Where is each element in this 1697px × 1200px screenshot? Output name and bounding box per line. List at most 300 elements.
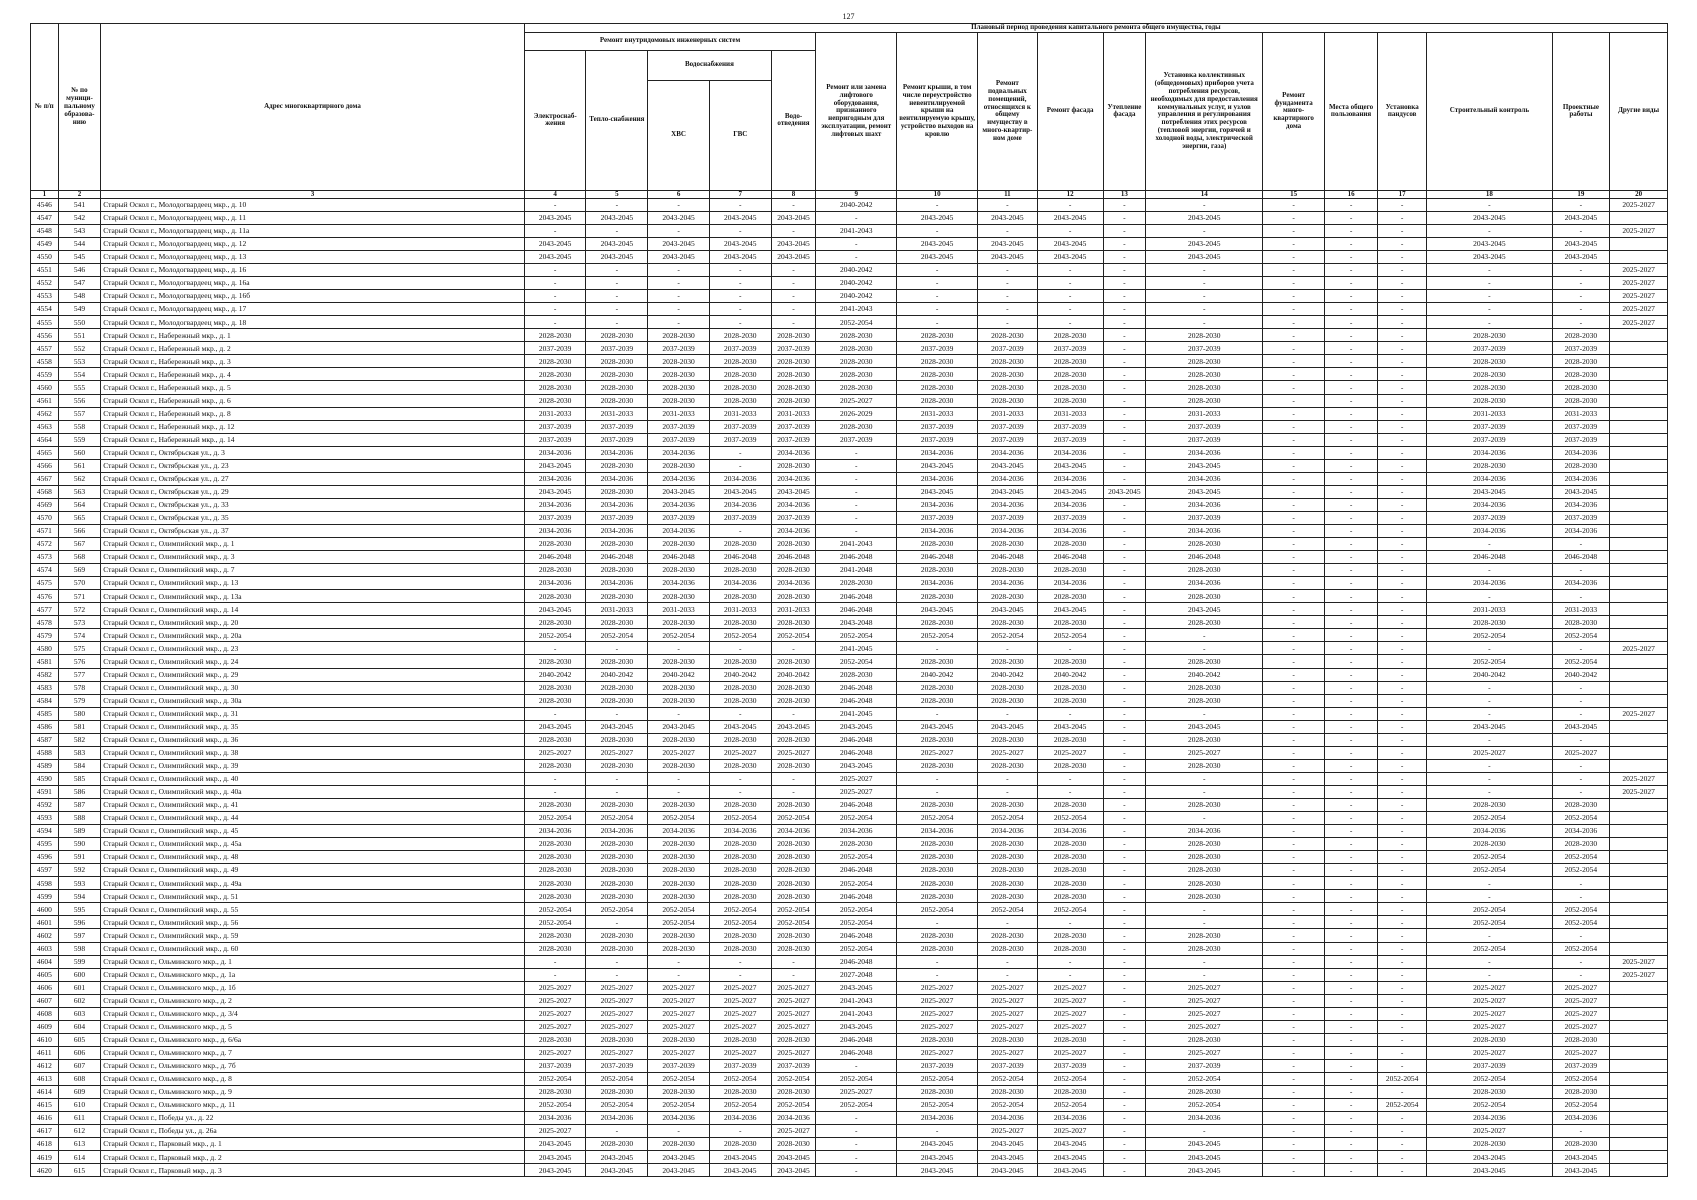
table-cell: - <box>709 772 771 785</box>
address-cell: Старый Оскол г., Олимпийский мкр., д. 44 <box>101 812 525 825</box>
table-cell: 2043-2045 <box>1552 1164 1609 1177</box>
table-cell: 2028-2030 <box>1037 1033 1103 1046</box>
table-cell: 2046-2048 <box>816 733 897 746</box>
table-cell: - <box>1103 277 1146 290</box>
table-cell: 2028-2030 <box>709 1086 771 1099</box>
table-row <box>31 355 1668 368</box>
table-cell: - <box>1037 264 1103 277</box>
table-cell: - <box>1378 681 1427 694</box>
table-cell: 2028-2030 <box>709 1138 771 1151</box>
table-cell: 2031-2033 <box>586 407 648 420</box>
table-cell: 2028-2030 <box>771 864 816 877</box>
header-row-number: № п/п <box>31 24 59 191</box>
table-cell: - <box>1378 838 1427 851</box>
table-cell: 2034-2036 <box>771 498 816 511</box>
table-cell: 2034-2036 <box>1146 825 1263 838</box>
table-cell: 2028-2030 <box>586 485 648 498</box>
table-cell: 2043-2045 <box>771 720 816 733</box>
table-row <box>31 251 1668 264</box>
table-cell: - <box>1103 1007 1146 1020</box>
table-cell: - <box>1552 316 1609 329</box>
table-cell: 4553 <box>31 290 59 303</box>
table-cell: - <box>1552 707 1609 720</box>
table-cell: 4565 <box>31 446 59 459</box>
table-cell: 2025-2027 <box>648 1007 710 1020</box>
table-cell: 2043-2045 <box>1146 603 1263 616</box>
table-cell: - <box>1378 772 1427 785</box>
table-cell: - <box>1146 955 1263 968</box>
table-cell: - <box>1103 772 1146 785</box>
table-cell: - <box>1263 616 1325 629</box>
table-cell: - <box>1427 590 1553 603</box>
table-row <box>31 720 1668 733</box>
table-cell: 2043-2045 <box>897 1138 978 1151</box>
table-cell: 2034-2036 <box>897 577 978 590</box>
table-cell: - <box>1263 1020 1325 1033</box>
table-row <box>31 420 1668 433</box>
table-cell: - <box>1324 616 1377 629</box>
table-row <box>31 224 1668 237</box>
table-cell: 2052-2054 <box>648 916 710 929</box>
table-cell: 2028-2030 <box>1146 564 1263 577</box>
table-cell: 2028-2030 <box>1146 733 1263 746</box>
table-cell: 2052-2054 <box>1552 655 1609 668</box>
table-cell: - <box>1103 720 1146 733</box>
table-cell: 2043-2045 <box>897 251 978 264</box>
table-cell: 2052-2054 <box>1552 916 1609 929</box>
table-cell: 2052-2054 <box>524 1072 586 1085</box>
table-cell: 2043-2045 <box>1552 251 1609 264</box>
table-row <box>31 1164 1668 1177</box>
table-cell: 2037-2039 <box>1037 433 1103 446</box>
address-cell: Старый Оскол г., Октябрьская ул., д. 37 <box>101 525 525 538</box>
table-cell <box>1610 564 1668 577</box>
table-cell: 2052-2054 <box>771 629 816 642</box>
table-cell: 4617 <box>31 1125 59 1138</box>
header-other: Другие виды <box>1610 32 1668 190</box>
table-cell <box>1610 916 1668 929</box>
table-cell: 2046-2048 <box>978 551 1038 564</box>
header-period-title: Плановый период проведения капитального ремонта общего имущества, годы <box>524 24 1667 33</box>
table-cell: 2052-2054 <box>771 1099 816 1112</box>
table-cell: 2034-2036 <box>1427 577 1553 590</box>
table-cell: 2034-2036 <box>1146 446 1263 459</box>
address-cell: Старый Оскол г., Олимпийский мкр., д. 24 <box>101 655 525 668</box>
address-cell: Старый Оскол г., Олимпийский мкр., д. 41 <box>101 798 525 811</box>
table-cell: 2028-2030 <box>1146 681 1263 694</box>
table-cell: - <box>586 642 648 655</box>
table-cell: 2028-2030 <box>897 381 978 394</box>
table-cell: - <box>978 198 1038 211</box>
table-cell: 2028-2030 <box>709 929 771 942</box>
table-cell: 2046-2048 <box>816 955 897 968</box>
table-cell: 4567 <box>31 472 59 485</box>
table-cell: 2027-2048 <box>816 968 897 981</box>
table-cell: - <box>1427 733 1553 746</box>
address-cell: Старый Оскол г., Ольминского мкр., д. 1 <box>101 955 525 968</box>
table-cell: 2043-2045 <box>1146 459 1263 472</box>
table-cell: 2028-2030 <box>1037 355 1103 368</box>
table-cell: 2046-2048 <box>1427 551 1553 564</box>
table-cell: 2043-2045 <box>1427 251 1553 264</box>
table-cell: 2025-2027 <box>1146 746 1263 759</box>
table-cell: - <box>1146 772 1263 785</box>
table-cell: - <box>1378 1138 1427 1151</box>
table-cell: 2043-2045 <box>1146 1151 1263 1164</box>
address-cell: Старый Оскол г., Олимпийский мкр., д. 45 <box>101 825 525 838</box>
table-cell: 2041-2043 <box>816 224 897 237</box>
table-cell <box>1610 942 1668 955</box>
table-cell: - <box>1324 772 1377 785</box>
table-cell: 2037-2039 <box>709 342 771 355</box>
table-cell: 2034-2036 <box>1037 825 1103 838</box>
table-cell: 2043-2045 <box>1146 251 1263 264</box>
table-cell: 2028-2030 <box>897 733 978 746</box>
table-cell: 569 <box>58 564 101 577</box>
table-cell: - <box>771 290 816 303</box>
table-cell: - <box>1427 538 1553 551</box>
table-cell: 2043-2045 <box>978 720 1038 733</box>
address-cell: Старый Оскол г., Олимпийский мкр., д. 20 <box>101 616 525 629</box>
table-cell: - <box>771 772 816 785</box>
table-cell: - <box>1263 538 1325 551</box>
table-cell: - <box>1037 772 1103 785</box>
table-cell: - <box>1552 890 1609 903</box>
address-cell: Старый Оскол г., Олимпийский мкр., д. 40 <box>101 772 525 785</box>
table-cell: - <box>1378 707 1427 720</box>
table-cell: 2037-2039 <box>771 511 816 524</box>
table-cell: 2028-2030 <box>1427 329 1553 342</box>
table-cell: 2025-2027 <box>1427 1046 1553 1059</box>
table-cell: 2025-2027 <box>586 994 648 1007</box>
table-cell: - <box>1263 277 1325 290</box>
table-cell: - <box>1324 264 1377 277</box>
table-cell: - <box>1146 224 1263 237</box>
table-row <box>31 1046 1668 1059</box>
table-cell: 2052-2054 <box>816 1072 897 1085</box>
table-cell: - <box>1324 1046 1377 1059</box>
table-cell: 2028-2030 <box>1552 1138 1609 1151</box>
table-row <box>31 812 1668 825</box>
table-cell: - <box>586 277 648 290</box>
table-cell: - <box>586 224 648 237</box>
table-cell: 2028-2030 <box>1146 759 1263 772</box>
table-cell: 554 <box>58 368 101 381</box>
table-cell: - <box>1324 1033 1377 1046</box>
table-cell: 2052-2054 <box>1552 1099 1609 1112</box>
table-cell: - <box>1263 381 1325 394</box>
table-cell: 2028-2030 <box>709 616 771 629</box>
column-number: 16 <box>1324 190 1377 198</box>
table-cell: - <box>1324 577 1377 590</box>
table-cell: 2025-2027 <box>709 1020 771 1033</box>
column-number: 4 <box>524 190 586 198</box>
table-cell: 550 <box>58 316 101 329</box>
table-cell: 2028-2030 <box>709 798 771 811</box>
table-cell: 2028-2030 <box>816 368 897 381</box>
table-cell: 2034-2036 <box>1552 525 1609 538</box>
table-row <box>31 303 1668 316</box>
table-cell: - <box>1378 290 1427 303</box>
table-cell: - <box>524 642 586 655</box>
table-cell: 2028-2030 <box>1146 851 1263 864</box>
table-cell: 4572 <box>31 538 59 551</box>
table-cell: 558 <box>58 420 101 433</box>
table-cell <box>1610 472 1668 485</box>
table-row <box>31 864 1668 877</box>
table-cell: 2028-2030 <box>1552 1086 1609 1099</box>
table-cell: 2028-2030 <box>771 942 816 955</box>
table-cell: 2037-2039 <box>586 1059 648 1072</box>
table-cell: 2043-2045 <box>978 485 1038 498</box>
table-cell: 2041-2043 <box>816 538 897 551</box>
table-cell: 2025-2027 <box>1610 642 1668 655</box>
table-cell: 2052-2054 <box>648 1072 710 1085</box>
table-cell: - <box>1378 1059 1427 1072</box>
table-cell: 2040-2042 <box>816 198 897 211</box>
table-cell: 4603 <box>31 942 59 955</box>
table-cell: 2037-2039 <box>524 1059 586 1072</box>
table-row <box>31 877 1668 890</box>
table-row <box>31 511 1668 524</box>
address-cell: Старый Оскол г., Олимпийский мкр., д. 23 <box>101 642 525 655</box>
table-cell: 2028-2030 <box>524 1086 586 1099</box>
table-cell: 2052-2054 <box>524 812 586 825</box>
table-cell: 4550 <box>31 251 59 264</box>
table-cell: 2043-2045 <box>897 1151 978 1164</box>
address-cell: Старый Оскол г., Ольминского мкр., д. 5 <box>101 1020 525 1033</box>
table-cell: - <box>1037 290 1103 303</box>
table-cell: 2043-2045 <box>1146 485 1263 498</box>
table-cell: 2043-2045 <box>1427 211 1553 224</box>
table-cell: 2025-2027 <box>1037 1125 1103 1138</box>
table-cell: 2052-2054 <box>1552 812 1609 825</box>
table-cell: - <box>816 485 897 498</box>
table-row <box>31 381 1668 394</box>
table-cell: 2034-2036 <box>648 472 710 485</box>
table-cell: - <box>1146 1125 1263 1138</box>
table-cell: 2028-2030 <box>771 616 816 629</box>
table-cell: 2028-2030 <box>1037 381 1103 394</box>
table-cell: 2052-2054 <box>586 629 648 642</box>
table-cell: 570 <box>58 577 101 590</box>
table-row <box>31 929 1668 942</box>
table-cell: - <box>1263 1072 1325 1085</box>
table-cell: 2025-2027 <box>1037 1020 1103 1033</box>
table-cell: 4605 <box>31 968 59 981</box>
table-cell: - <box>816 237 897 250</box>
table-cell: - <box>1103 642 1146 655</box>
table-cell: 2040-2042 <box>897 668 978 681</box>
table-cell: 2043-2045 <box>586 1151 648 1164</box>
table-cell: 2025-2027 <box>1427 746 1553 759</box>
table-cell: 2052-2054 <box>586 903 648 916</box>
table-cell: 2040-2042 <box>1427 668 1553 681</box>
table-cell: 2052-2054 <box>816 316 897 329</box>
table-cell: - <box>1263 420 1325 433</box>
table-cell: 4581 <box>31 655 59 668</box>
table-cell: 2028-2030 <box>586 381 648 394</box>
table-cell: - <box>1378 825 1427 838</box>
table-cell: 2028-2030 <box>978 381 1038 394</box>
table-row <box>31 538 1668 551</box>
table-cell: 2043-2045 <box>524 720 586 733</box>
address-cell: Старый Оскол г., Октябрьская ул., д. 27 <box>101 472 525 485</box>
table-cell: 2043-2045 <box>709 211 771 224</box>
table-cell: - <box>897 785 978 798</box>
address-cell: Старый Оскол г., Набережный мкр., д. 6 <box>101 394 525 407</box>
table-cell: 2052-2054 <box>897 903 978 916</box>
table-cell: 2034-2036 <box>771 446 816 459</box>
table-cell: 571 <box>58 590 101 603</box>
table-cell: 2043-2045 <box>1146 1138 1263 1151</box>
table-cell: 2028-2030 <box>1037 864 1103 877</box>
table-cell: 2025-2027 <box>1552 746 1609 759</box>
table-row <box>31 785 1668 798</box>
column-number: 1 <box>31 190 59 198</box>
table-cell: - <box>1263 1007 1325 1020</box>
address-cell: Старый Оскол г., Набережный мкр., д. 12 <box>101 420 525 433</box>
table-cell: 4604 <box>31 955 59 968</box>
table-cell: - <box>816 1164 897 1177</box>
table-row <box>31 1020 1668 1033</box>
table-cell: 2028-2030 <box>586 851 648 864</box>
table-row <box>31 798 1668 811</box>
table-cell: - <box>771 955 816 968</box>
table-cell: 2025-2027 <box>816 1086 897 1099</box>
table-cell: - <box>897 290 978 303</box>
address-cell: Старый Оскол г., Олимпийский мкр., д. 48 <box>101 851 525 864</box>
table-cell: 2028-2030 <box>1427 798 1553 811</box>
address-cell: Старый Оскол г., Молодогвардеец мкр., д. 12 <box>101 237 525 250</box>
table-cell: 2025-2027 <box>978 1007 1038 1020</box>
table-cell: 2028-2030 <box>978 864 1038 877</box>
table-cell: 2043-2045 <box>1552 720 1609 733</box>
table-cell: 2052-2054 <box>524 903 586 916</box>
table-cell: 2028-2030 <box>709 838 771 851</box>
table-cell: - <box>1263 485 1325 498</box>
table-cell: 2025-2027 <box>586 981 648 994</box>
table-cell: 2028-2030 <box>586 798 648 811</box>
table-cell: - <box>1324 981 1377 994</box>
table-cell: - <box>524 785 586 798</box>
table-cell: - <box>1263 785 1325 798</box>
table-cell: - <box>1378 994 1427 1007</box>
column-number: 17 <box>1378 190 1427 198</box>
table-cell <box>1610 1151 1668 1164</box>
table-cell: 2025-2027 <box>1552 1046 1609 1059</box>
table-cell: 2028-2030 <box>771 1138 816 1151</box>
table-cell: - <box>1378 877 1427 890</box>
header-construction-control: Строительный контроль <box>1427 32 1553 190</box>
table-cell: 2034-2036 <box>978 472 1038 485</box>
table-cell: 2028-2030 <box>1427 459 1553 472</box>
table-cell: - <box>648 198 710 211</box>
table-cell: 582 <box>58 733 101 746</box>
table-cell: 2028-2030 <box>524 929 586 942</box>
table-cell: 2028-2030 <box>816 420 897 433</box>
table-cell: - <box>1103 1112 1146 1125</box>
table-cell: 2028-2030 <box>771 355 816 368</box>
table-cell: 2052-2054 <box>586 1099 648 1112</box>
table-cell: - <box>1324 590 1377 603</box>
table-cell: 2028-2030 <box>524 759 586 772</box>
table-cell: - <box>1263 590 1325 603</box>
table-cell: 4592 <box>31 798 59 811</box>
table-cell: 2028-2030 <box>1427 1086 1553 1099</box>
table-cell: - <box>1378 525 1427 538</box>
table-cell: 4608 <box>31 1007 59 1020</box>
table-cell: 2043-2045 <box>1037 237 1103 250</box>
table-cell: - <box>1324 407 1377 420</box>
table-cell: - <box>1103 290 1146 303</box>
table-cell: - <box>1324 1099 1377 1112</box>
table-cell: - <box>1552 694 1609 707</box>
table-cell: 2028-2030 <box>816 355 897 368</box>
table-cell: 4589 <box>31 759 59 772</box>
table-cell: - <box>1427 290 1553 303</box>
table-cell: 2028-2030 <box>648 394 710 407</box>
table-cell: 4562 <box>31 407 59 420</box>
table-cell: 612 <box>58 1125 101 1138</box>
table-cell: - <box>1263 759 1325 772</box>
table-cell: - <box>1324 525 1377 538</box>
column-number: 12 <box>1037 190 1103 198</box>
table-cell: - <box>1324 551 1377 564</box>
address-cell: Старый Оскол г., Олимпийский мкр., д. 51 <box>101 890 525 903</box>
table-cell <box>1610 994 1668 1007</box>
table-cell: 2034-2036 <box>978 1112 1038 1125</box>
table-cell: 2031-2033 <box>709 603 771 616</box>
table-cell: 4566 <box>31 459 59 472</box>
table-cell: 2028-2030 <box>648 655 710 668</box>
table-cell: 2043-2045 <box>978 459 1038 472</box>
address-cell: Старый Оскол г., Победы ул., д. 26а <box>101 1125 525 1138</box>
table-cell: - <box>1103 224 1146 237</box>
table-cell: 2037-2039 <box>1146 420 1263 433</box>
table-cell: 2028-2030 <box>1427 381 1553 394</box>
address-cell: Старый Оскол г., Олимпийский мкр., д. 56 <box>101 916 525 929</box>
table-cell: - <box>709 303 771 316</box>
table-cell: - <box>1103 785 1146 798</box>
table-row <box>31 1125 1668 1138</box>
table-cell: - <box>1324 368 1377 381</box>
table-cell: - <box>1103 851 1146 864</box>
table-cell: 2028-2030 <box>709 355 771 368</box>
table-cell: 2028-2030 <box>1146 381 1263 394</box>
table-cell: 2043-2045 <box>978 251 1038 264</box>
table-cell: - <box>1378 812 1427 825</box>
table-cell: - <box>1324 237 1377 250</box>
table-cell: 574 <box>58 629 101 642</box>
table-cell: - <box>1103 329 1146 342</box>
table-cell: 2028-2030 <box>709 681 771 694</box>
table-cell: 2046-2048 <box>1146 551 1263 564</box>
table-cell: - <box>586 264 648 277</box>
table-cell: - <box>1263 472 1325 485</box>
table-cell: 552 <box>58 342 101 355</box>
table-cell: 2037-2039 <box>648 511 710 524</box>
table-cell: 2025-2027 <box>1610 968 1668 981</box>
table-cell: 2052-2054 <box>648 812 710 825</box>
table-cell: 2025-2027 <box>897 1020 978 1033</box>
column-number: 18 <box>1427 190 1553 198</box>
table-cell: - <box>1378 211 1427 224</box>
table-cell: 2025-2027 <box>771 746 816 759</box>
table-cell: 2043-2045 <box>1037 251 1103 264</box>
table-cell <box>1610 720 1668 733</box>
table-cell: - <box>1378 916 1427 929</box>
